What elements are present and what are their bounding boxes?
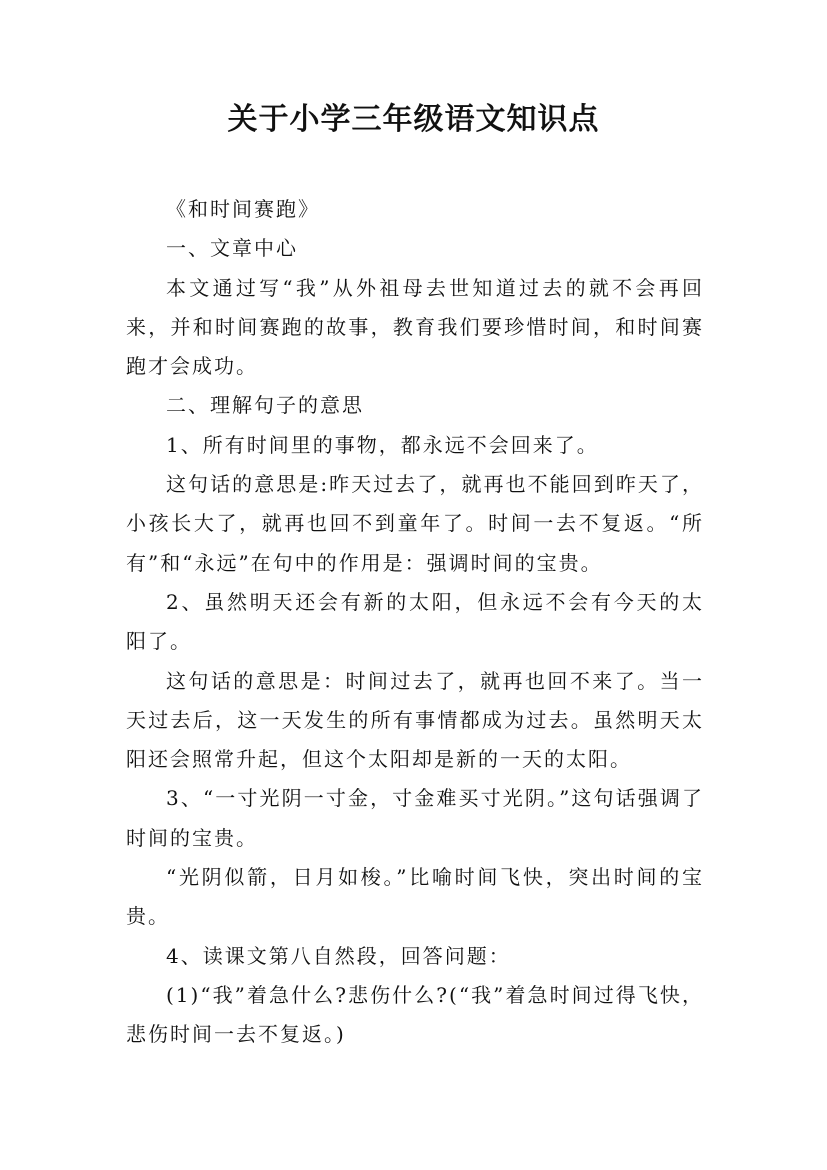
paragraph: 本文通过写“我”从外祖母去世知道过去的就不会再回来，并和时间赛跑的故事，教育我们要珍惜时间，和时间赛跑才会成功。: [126, 275, 704, 379]
document-title: 关于小学三年级语文知识点: [227, 102, 600, 137]
paragraph: 这句话的意思是：时间过去了，就再也回不来了。当一天过去后，这一天发生的所有事情都成为过去。虽然明天太阳还会照常升起，但这个太阳却是新的一天的太阳。: [126, 668, 704, 772]
paragraph: 4、读课文第八自然段，回答问题：: [166, 943, 511, 968]
paragraph: 3、“一寸光阴一寸金，寸金难买寸光阴。”这句话强调了时间的宝贵。: [126, 786, 704, 850]
paragraph: “光阴似箭，日月如梭。”比喻时间飞快，突出时间的宝贵。: [126, 865, 704, 929]
paragraph: (1)“我”着急什么?悲伤什么?(“我”着急时间过得飞快，悲伤时间一去不复返。): [126, 982, 704, 1047]
paragraph-lesson-title: 《和时间赛跑》: [166, 197, 320, 221]
paragraph: 这句话的意思是:昨天过去了，就再也不能回到昨天了，小孩长大了，就再也回不到童年了。时间一去不复返。“所有”和“永远”在句中的作用是：强调时间的宝贵。: [126, 472, 704, 575]
document-body: [126, 190, 704, 1055]
paragraph-section-heading: 二、理解句子的意思: [166, 393, 364, 418]
paragraph: 1、所有时间里的事物，都永远不会回来了。: [166, 432, 599, 457]
paragraph: 2、虽然明天还会有新的太阳，但永远不会有今天的太阳了。: [126, 589, 704, 654]
paragraph-section-heading: 一、文章中心: [166, 236, 298, 261]
